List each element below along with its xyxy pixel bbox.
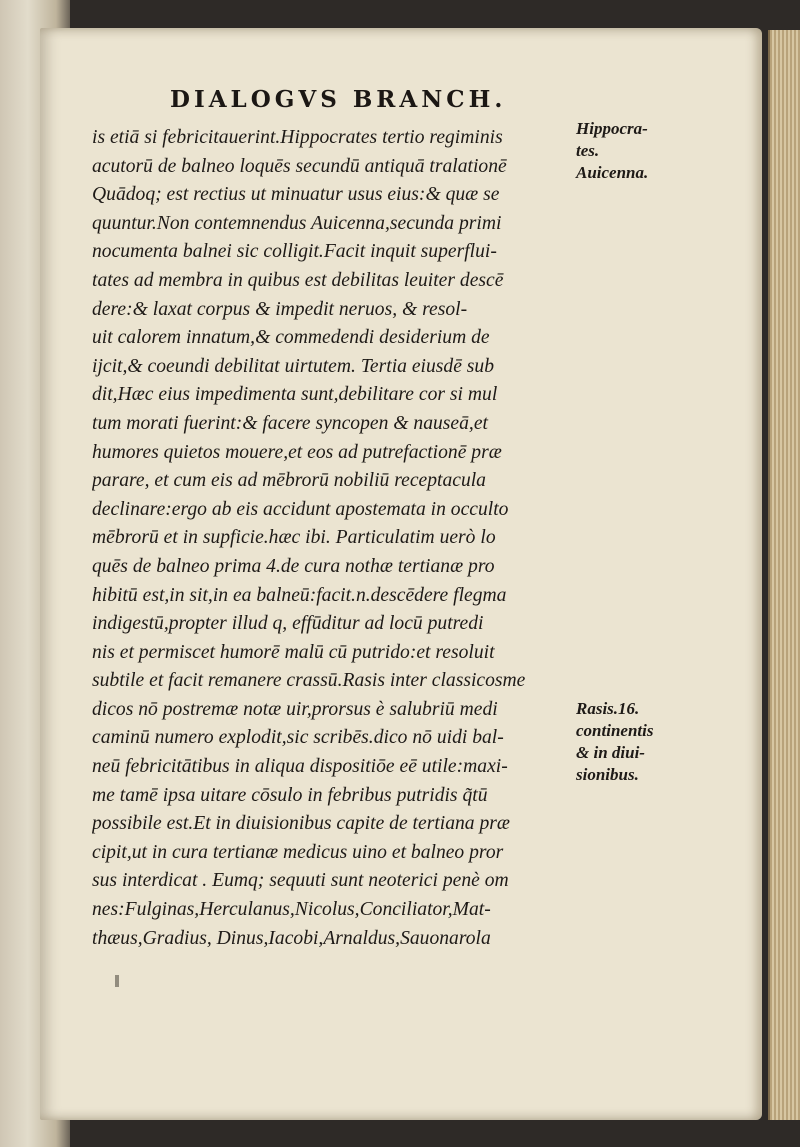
text-line: acutorū de balneo loquēs secundū antiquā tralationē — [92, 155, 507, 177]
text-line: cipit,ut in cura tertianæ medicus uino et balneo pror — [92, 841, 504, 863]
margin-note: continentis — [576, 721, 654, 740]
text-line: sus interdicat . Eumq; sequuti sunt neoterici penè om — [92, 870, 509, 892]
text-line: quuntur.Non contemnendus Auicenna,secunda primi — [92, 212, 502, 234]
margin-note: sionibus. — [576, 765, 639, 784]
text-line: Quādoq; est rectius ut minuatur usus eius:& quæ se — [92, 184, 500, 206]
text-line: me tamē ipsa uitare cōsulo in febribus putridis q̃tū — [92, 784, 488, 806]
margin-note: Auicenna. — [576, 163, 649, 182]
text-line: quēs de balneo prima 4.de cura nothæ tertianæ pro — [92, 555, 495, 577]
text-line: indigestū,propter illud q, effūditur ad locū putredi — [92, 613, 484, 635]
text-line: dit,Hæc eius impedimenta sunt,debilitare cor si mul — [92, 384, 498, 406]
text-line: uit calorem innatum,& commedendi desiderium de — [92, 327, 490, 349]
text-line: declinare:ergo ab eis accidunt apostemata in occulto — [92, 498, 509, 520]
running-title: DIALOGVS BRANCH. — [170, 86, 507, 113]
text-line: thæus,Gradius, Dinus,Iacobi,Arnaldus,Sauonarola — [92, 927, 491, 949]
ink-mark — [115, 975, 119, 987]
text-line: possibile est.Et in diuisionibus capite de tertiana præ — [92, 813, 510, 835]
text-line: nocumenta balnei sic colligit.Facit inquit superflui- — [92, 241, 497, 263]
text-line: nes:Fulginas,Herculanus,Nicolus,Conciliator,Mat- — [92, 899, 491, 921]
text-line: is etiā si febricitauerint.Hippocrates tertio regiminis — [92, 127, 503, 148]
text-line: tum morati fuerint:& facere syncopen & nauseā,et — [92, 412, 488, 434]
text-line: parare, et cum eis ad mēbrorū nobiliū receptacula — [92, 470, 486, 492]
text-line: humores quietos mouere,et eos ad putrefactionē præ — [92, 441, 502, 463]
text-line: tates ad membra in quibus est debilitas leuiter descē — [92, 269, 504, 291]
page-fore-edge — [768, 30, 800, 1120]
margin-note: & in diui- — [576, 743, 645, 762]
text-line: subtile et facit remanere crassū.Rasis inter classicosme — [92, 670, 526, 692]
text-line: hibitū est,in sit,in ea balneū:facit.n.descēdere flegma — [92, 584, 507, 606]
text-line: mēbrorū et in supficie.hæc ibi. Particulatim uerò lo — [92, 527, 496, 549]
text-line: nis et permiscet humorē malū cū putrido:et resoluit — [92, 641, 495, 663]
text-line: dere:& laxat corpus & impedit neruos, & resol- — [92, 298, 468, 320]
text-line: dicos nō postremæ notæ uir,prorsus è salubriū medi — [92, 698, 498, 720]
margin-note: tes. — [576, 141, 600, 160]
margin-note: Hippocra- — [576, 119, 648, 138]
text-line: ijcit,& coeundi debilitat uirtutem. Tertia eiusdē sub — [92, 355, 495, 377]
text-line: neū febricitātibus in aliqua dispositiōe eē utile:maxi- — [92, 756, 508, 778]
margin-notes-hippocrates-auicenna — [576, 118, 686, 184]
text-line: caminū numero explodit,sic scribēs.dico nō uidi bal- — [92, 727, 504, 749]
margin-notes-rasis — [576, 698, 686, 786]
margin-note: Rasis.16. — [576, 699, 640, 718]
body-text — [92, 124, 574, 953]
